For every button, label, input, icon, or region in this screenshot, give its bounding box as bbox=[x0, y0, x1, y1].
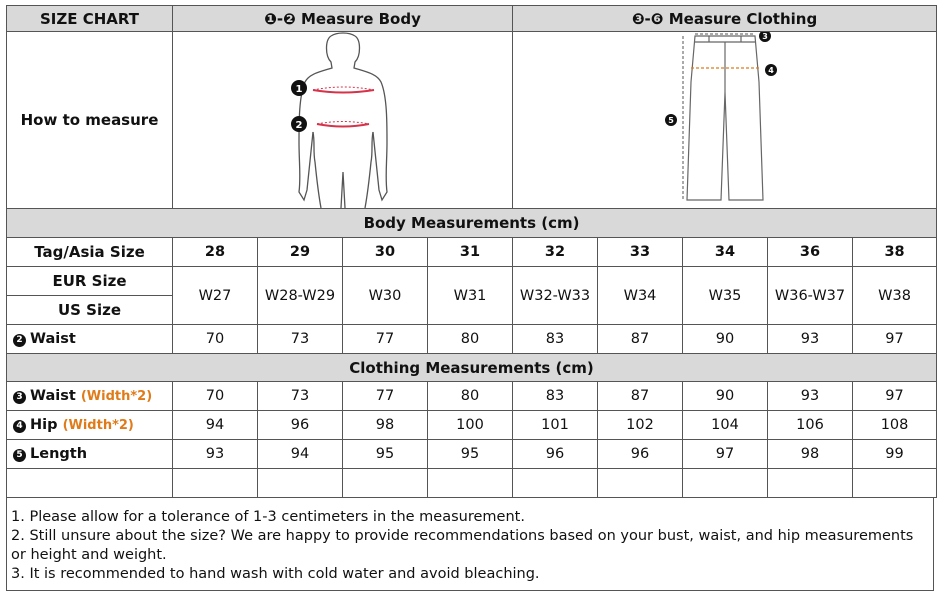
empty-cell bbox=[853, 469, 937, 498]
body-waist-label: 2 Waist bbox=[7, 325, 173, 354]
eur-us-cell: W31 bbox=[428, 267, 513, 325]
value-cell: 98 bbox=[343, 411, 428, 440]
us-size-label: US Size bbox=[7, 296, 173, 325]
how-to-measure-label: How to measure bbox=[7, 32, 173, 209]
value-cell: 90 bbox=[683, 382, 768, 411]
svg-text:1: 1 bbox=[295, 84, 302, 95]
value-cell: 96 bbox=[258, 411, 343, 440]
size-chart-table bbox=[6, 5, 937, 498]
size-cell: 31 bbox=[428, 238, 513, 267]
value-cell: 99 bbox=[853, 440, 937, 469]
empty-cell bbox=[343, 469, 428, 498]
marker-2-icon: 2 bbox=[13, 334, 26, 347]
value-cell: 93 bbox=[173, 440, 258, 469]
value-cell: 83 bbox=[513, 325, 598, 354]
marker-3-icon bbox=[759, 32, 771, 42]
measure-body-heading: ❶-❷ Measure Body bbox=[173, 6, 513, 32]
trousers-figure bbox=[625, 32, 825, 208]
marker-4-icon: 4 bbox=[13, 420, 26, 433]
value-cell: 77 bbox=[343, 382, 428, 411]
size-cell: 32 bbox=[513, 238, 598, 267]
value-cell: 83 bbox=[513, 382, 598, 411]
eur-us-cell: W28-W29 bbox=[258, 267, 343, 325]
svg-text:5: 5 bbox=[667, 116, 674, 125]
body-silhouette-figure bbox=[243, 32, 443, 208]
notes-box bbox=[6, 498, 934, 591]
value-cell: 90 bbox=[683, 325, 768, 354]
value-cell: 80 bbox=[428, 382, 513, 411]
svg-text:4: 4 bbox=[767, 66, 774, 75]
size-cell: 33 bbox=[598, 238, 683, 267]
empty-cell bbox=[173, 469, 258, 498]
waist-measure-line bbox=[317, 124, 369, 127]
eur-size-label: EUR Size bbox=[7, 267, 173, 296]
value-cell: 97 bbox=[853, 325, 937, 354]
marker-5-icon bbox=[665, 114, 677, 126]
empty-cell bbox=[598, 469, 683, 498]
value-cell: 70 bbox=[173, 325, 258, 354]
marker-3-icon: 3 bbox=[13, 391, 26, 404]
empty-cell bbox=[683, 469, 768, 498]
value-cell: 106 bbox=[768, 411, 853, 440]
eur-us-cell: W36-W37 bbox=[768, 267, 853, 325]
value-cell: 94 bbox=[173, 411, 258, 440]
empty-cell bbox=[768, 469, 853, 498]
waist-measure-back bbox=[317, 122, 369, 125]
value-cell: 96 bbox=[598, 440, 683, 469]
marker-4-icon bbox=[765, 64, 777, 76]
note-1: 1. Please allow for a tolerance of 1-3 centimeters in the measurement. bbox=[11, 509, 525, 525]
value-cell: 95 bbox=[343, 440, 428, 469]
value-cell: 70 bbox=[173, 382, 258, 411]
size-cell: 38 bbox=[853, 238, 937, 267]
clothing-length-label: 5 Length bbox=[7, 440, 173, 469]
value-cell: 104 bbox=[683, 411, 768, 440]
clothing-waist-label: 3 Waist (Width*2) bbox=[7, 382, 173, 411]
empty-cell bbox=[513, 469, 598, 498]
clothing-hip-label: 4 Hip (Width*2) bbox=[7, 411, 173, 440]
empty-cell bbox=[258, 469, 343, 498]
note-2: 2. Still unsure about the size? We are happy to provide recommendations based on your bust, waist, and hip measurements or height and weight. bbox=[11, 528, 914, 563]
value-cell: 102 bbox=[598, 411, 683, 440]
svg-text:3: 3 bbox=[761, 32, 768, 41]
size-cell: 28 bbox=[173, 238, 258, 267]
eur-us-cell: W32-W33 bbox=[513, 267, 598, 325]
size-cell: 30 bbox=[343, 238, 428, 267]
clothing-measurements-heading: Clothing Measurements (cm) bbox=[7, 354, 937, 382]
chest-measure-back bbox=[313, 87, 374, 90]
value-cell: 101 bbox=[513, 411, 598, 440]
eur-us-cell: W38 bbox=[853, 267, 937, 325]
value-cell: 95 bbox=[428, 440, 513, 469]
note-3: 3. It is recommended to hand wash with cold water and avoid bleaching. bbox=[11, 566, 540, 582]
empty-cell bbox=[7, 469, 173, 498]
tag-size-label: Tag/Asia Size bbox=[7, 238, 173, 267]
svg-text:2: 2 bbox=[295, 120, 302, 131]
size-chart bbox=[6, 5, 936, 591]
eur-us-cell: W27 bbox=[173, 267, 258, 325]
size-cell: 34 bbox=[683, 238, 768, 267]
eur-us-cell: W34 bbox=[598, 267, 683, 325]
value-cell: 93 bbox=[768, 325, 853, 354]
body-diagram-cell bbox=[173, 32, 513, 209]
marker-1-icon bbox=[291, 80, 307, 96]
value-cell: 93 bbox=[768, 382, 853, 411]
empty-cell bbox=[428, 469, 513, 498]
clothing-diagram-cell bbox=[513, 32, 937, 209]
value-cell: 77 bbox=[343, 325, 428, 354]
value-cell: 98 bbox=[768, 440, 853, 469]
value-cell: 80 bbox=[428, 325, 513, 354]
marker-5-icon: 5 bbox=[13, 449, 26, 462]
value-cell: 96 bbox=[513, 440, 598, 469]
marker-2-icon bbox=[291, 116, 307, 132]
value-cell: 87 bbox=[598, 325, 683, 354]
size-cell: 36 bbox=[768, 238, 853, 267]
size-chart-title: SIZE CHART bbox=[7, 6, 173, 32]
value-cell: 97 bbox=[853, 382, 937, 411]
value-cell: 73 bbox=[258, 382, 343, 411]
value-cell: 97 bbox=[683, 440, 768, 469]
eur-us-cell: W35 bbox=[683, 267, 768, 325]
measure-clothing-heading: ❸-❻ Measure Clothing bbox=[513, 6, 937, 32]
body-measurements-heading: Body Measurements (cm) bbox=[7, 209, 937, 238]
value-cell: 100 bbox=[428, 411, 513, 440]
eur-us-cell: W30 bbox=[343, 267, 428, 325]
size-cell: 29 bbox=[258, 238, 343, 267]
value-cell: 87 bbox=[598, 382, 683, 411]
value-cell: 94 bbox=[258, 440, 343, 469]
value-cell: 108 bbox=[853, 411, 937, 440]
value-cell: 73 bbox=[258, 325, 343, 354]
chest-measure-line bbox=[313, 90, 374, 93]
